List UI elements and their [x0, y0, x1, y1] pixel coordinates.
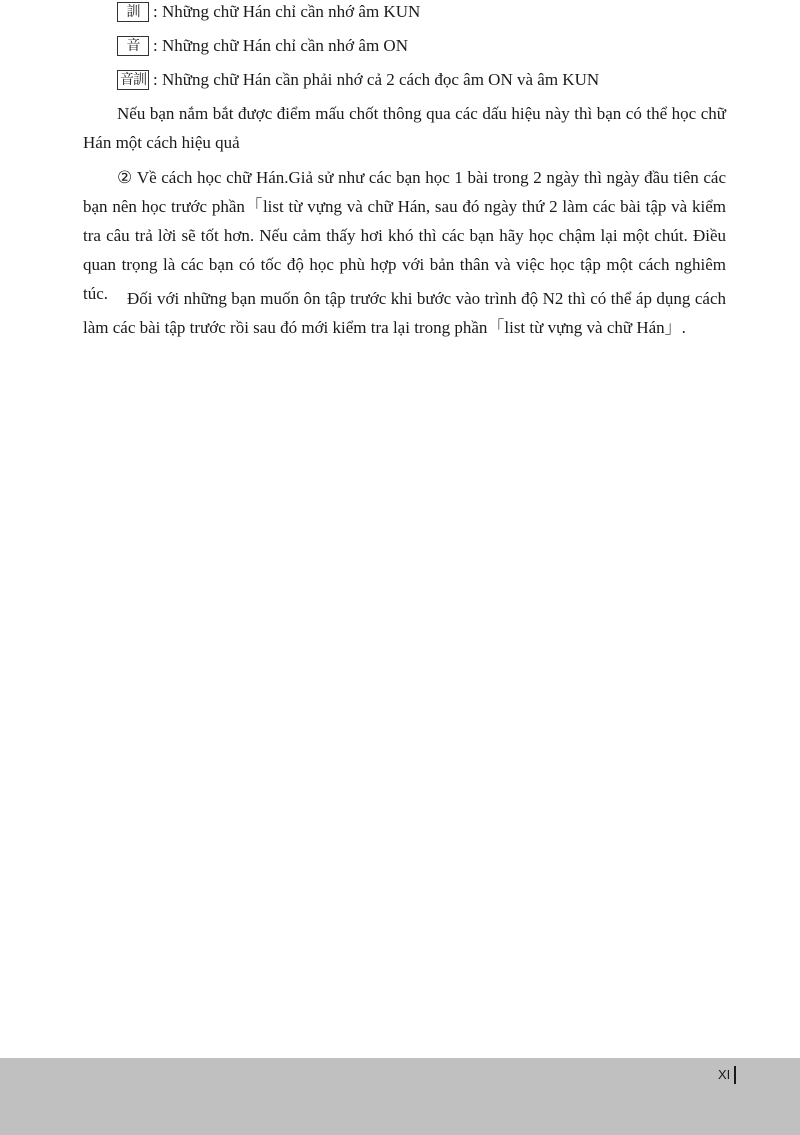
kun-marker-box: 訓 — [117, 2, 149, 22]
legend-on — [117, 34, 408, 58]
kun-legend-text: : Những chữ Hán chỉ cần nhớ âm KUN — [153, 2, 421, 21]
paragraph-key-points: Nếu bạn nắm bắt được điểm mấu chốt thông qua các dấu hiệu này thì bạn có thể học chữ Hán một cách hiệu quả — [83, 104, 726, 152]
on-marker-box: 音 — [117, 36, 149, 56]
page-footer — [0, 1058, 800, 1135]
legend-on-kun — [117, 68, 599, 92]
on-kun-legend-text: : Những chữ Hán cần phải nhớ cả 2 cách đọc âm ON và âm KUN — [153, 70, 600, 89]
on-legend-text: : Những chữ Hán chỉ cần nhớ âm ON — [153, 36, 408, 55]
page-number: XI — [718, 1066, 736, 1084]
legend-kun — [117, 0, 420, 24]
paragraph-study-method: ② Về cách học chữ Hán.Giả sử như các bạn học 1 bài trong 2 ngày thì ngày đầu tiên các bạn nên học trước phần「list từ vựng và chữ Hán, sau đó ngày thứ 2 làm các bài tập và kiểm tra câu trả lời sẽ tốt hơn. Nếu cảm thấy hơi khó thì các bạn hãy học chậm lại một chút. Điều quan trọng là các bạn có tốc độ học phù hợp với bản thân và việc học tập một cách nghiêm túc. — [83, 168, 726, 303]
paragraph-n2-review: Đối với những bạn muốn ôn tập trước khi bước vào trình độ N2 thì có thể áp dụng cách làm các bài tập trước rồi sau đó mới kiểm tra lại trong phần「list từ vựng và chữ Hán」. — [83, 289, 726, 337]
on-kun-marker-box: 音訓 — [117, 70, 149, 90]
